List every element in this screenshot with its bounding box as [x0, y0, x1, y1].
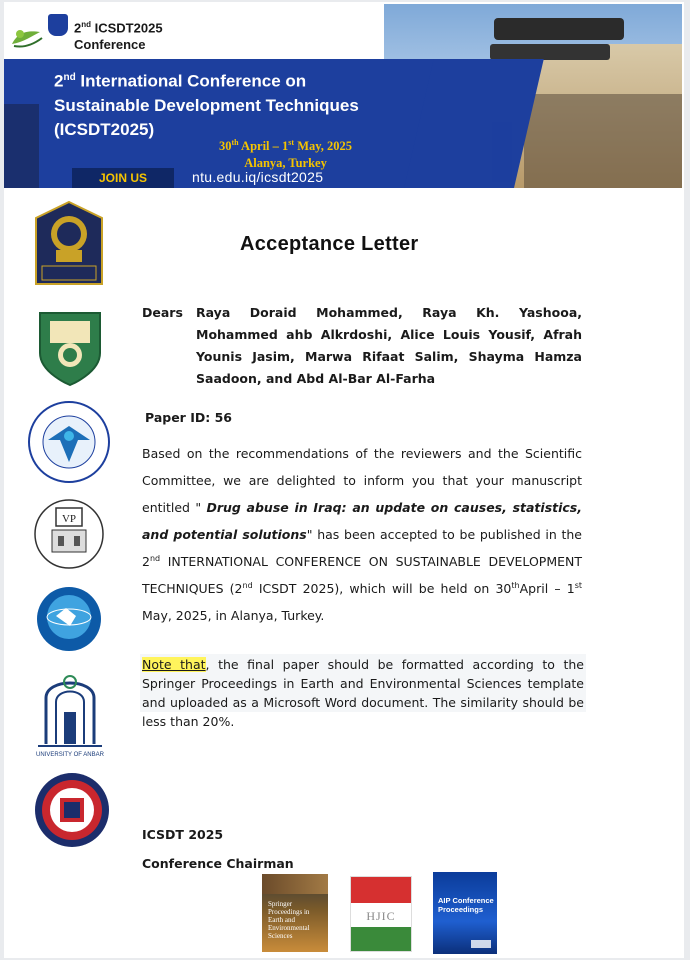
ntu-small-sign: [492, 122, 512, 182]
page-title: Acceptance Letter: [240, 233, 419, 255]
authors-line1: Raya Doraid Mohammed, Raya Kh. Yashooa,: [196, 305, 582, 320]
aip-conference-proceedings-cover: AIP Conference Proceedings: [433, 872, 497, 954]
globe-university-logo: [36, 586, 102, 652]
paper-id: Paper ID: 56: [145, 410, 232, 425]
conference-banner: [4, 4, 682, 188]
red-university-logo: [34, 772, 110, 848]
sign-title: Conference Chairman: [142, 856, 294, 871]
acceptance-paragraph: Based on the recommendations of the reviewers and the Scientific Committee, we are delighted to inform you that your manuscript entitled " Drug abuse in Iraq: an update on causes, statistics, and potential solutions" has been accepted to be published in the 2nd INTERNATIONAL CONFERENCE ON SUSTAINABLE DEVELOPMENT TECHNIQUES (2nd ICSDT 2025), which will be held on 30thApril – 1st May, 2025, in Alanya, Turkey.: [142, 446, 582, 623]
manuscript-title: Drug abuse in Iraq: an update on causes, statistics, and potential solutions: [142, 500, 582, 542]
sign-org: ICSDT 2025: [142, 827, 224, 842]
university-of-anbar-logo: [32, 668, 108, 758]
authors-rest: Mohammed ahb Alkrdoshi, Alice Louis Yousif, Afrah Younis Jasim, Marwa Rifaat Salim, Shayma Hamza Saadoon, and Abd Al-Bar Al-Farha: [196, 327, 582, 386]
conference-short-name: 2nd ICSDT2025 Conference: [74, 20, 163, 53]
svg-text:VP: VP: [61, 513, 77, 525]
join-us-button[interactable]: JOIN US: [72, 168, 174, 188]
alanya-alaaddin-keykubat-university-logo: [28, 400, 110, 484]
ahl-al-bayt-university-logo: [36, 305, 104, 387]
conference-url-link[interactable]: ntu.edu.iq/icsdt2025: [192, 169, 324, 185]
formatting-note: Note that, the final paper should be formatted according to the Springer Proceedings in Earth and Environmental Sciences template and uploaded as a Microsoft Word document. The similarity should be less than 20%.: [142, 657, 584, 729]
vp-university-logo: [34, 498, 104, 570]
conference-dates: 30th April – 1st May, 2025 Alanya, Turkey: [219, 138, 353, 171]
dears-label: Dears: [142, 305, 183, 320]
ntu-logo: [34, 200, 104, 286]
springer-proceedings-cover: Springer Proceedings in Earth and Environmental Sciences: [262, 874, 328, 952]
note-label: Note that: [142, 657, 206, 672]
hjic-cover: HJIC: [350, 876, 412, 952]
ntu-banner-logo-icon: [48, 14, 68, 36]
conference-title: 2nd International Conference on Sustainable Development Techniques (ICSDT2025): [54, 71, 359, 139]
leaf-logo-icon: [10, 26, 44, 50]
svg-text:UNIVERSITY OF ANBAR: UNIVERSITY OF ANBAR: [36, 752, 104, 758]
signature-block: [142, 820, 582, 878]
recipients: [142, 302, 582, 390]
